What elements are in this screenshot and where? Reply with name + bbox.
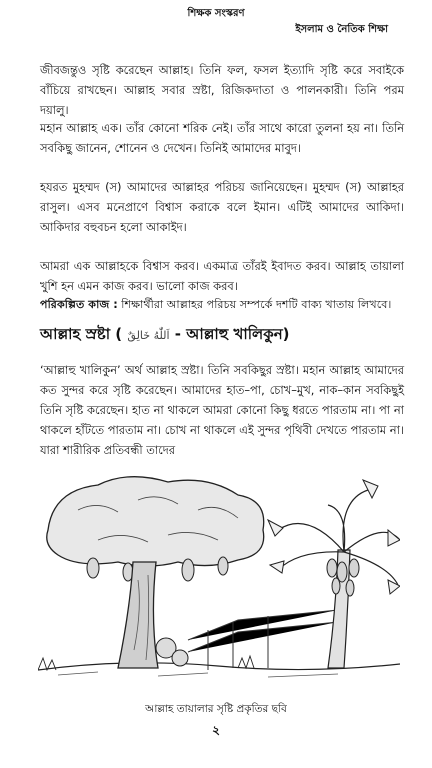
- heading-bengali-end: - আল্লাহু খালিকুন): [174, 325, 290, 343]
- heading-arabic: اَللّٰهُ خَالِقٌ: [127, 329, 170, 342]
- subject-title: ইসলাম ও নৈতিক শিক্ষা: [295, 24, 388, 35]
- planned-task: [40, 296, 404, 314]
- paragraph-oneness: মহান আল্লাহ এক। তাঁর কোনো শরিক নেই। তাঁর সাথে কারো তুলনা হয় না। তিনি সবকিছু জানেন, শোনেন ও দেখেন। তিনিই আমাদের মাবুদ।: [40, 121, 404, 155]
- heading-bengali-start: আল্লাহ স্রষ্টা (: [40, 325, 123, 343]
- planned-task-text: শিক্ষার্থীরা আল্লাহর পরিচয় সম্পর্কে দশটি বাক্য খাতায় লিখবে।: [117, 298, 392, 311]
- nature-illustration: [38, 470, 400, 680]
- paragraph-belief: আমরা এক আল্লাহকে বিশ্বাস করব। একমাত্র তাঁরই ইবাদত করব। আল্লাহ তায়ালা খুশি হন এমন কাজ করব। ভালো কাজ করব।: [40, 259, 404, 293]
- planned-task-label: পরিকল্পিত কাজ :: [40, 298, 118, 311]
- paragraph-iman: হযরত মুহম্মদ (স) আমাদের আল্লাহর পরিচয় জানিয়েছেন। মুহম্মদ (স) আল্লাহর রাসুল। এসব মনেপ্রাণে বিশ্বাস করাকে বলে ইমান। এটিই আমাদের আকিদা। আকিদার বহুবচন হলো আকাইদ।: [40, 180, 404, 234]
- book-title: শিক্ষক সংস্করণ: [187, 8, 245, 19]
- paragraph-creator: ‘আল্লাহু খালিকুন’ অর্থ আল্লাহ স্রষ্টা। তিনি সবকিছুর স্রষ্টা। মহান আল্লাহ আমাদের কত সুন্দর করে সৃষ্টি করেছেন। আমাদের হাত–পা, চোখ–মুখ, নাক–কান সবকিছুই তিনি সৃষ্টি করেছেন। হাত না থাকলে আমরা কোনো কিছু ধরতে পারতাম না। পা না থাকলে হাঁটতে পারতাম না। চোখ না থাকলে এই সুন্দর পৃথিবী দেখতে পারতাম না। যারা শারীরিক প্রতিবন্ধী তাদের: [40, 363, 404, 457]
- paragraph-creation: জীবজন্তুও সৃষ্টি করেছেন আল্লাহ। তিনি ফল, ফসল ইত্যাদি সৃষ্টি করে সবাইকে বাঁচিয়ে রাখছেন। আল্লাহ সবার স্রষ্টা, রিজিকদাতা ও পালনকারী। তিনি পরম দয়ালু।: [40, 63, 404, 117]
- page-number: ২: [212, 723, 220, 737]
- section-heading: [40, 322, 404, 348]
- figure-caption: আল্লাহ তায়ালার সৃষ্টি প্রকৃতির ছবি: [145, 703, 287, 715]
